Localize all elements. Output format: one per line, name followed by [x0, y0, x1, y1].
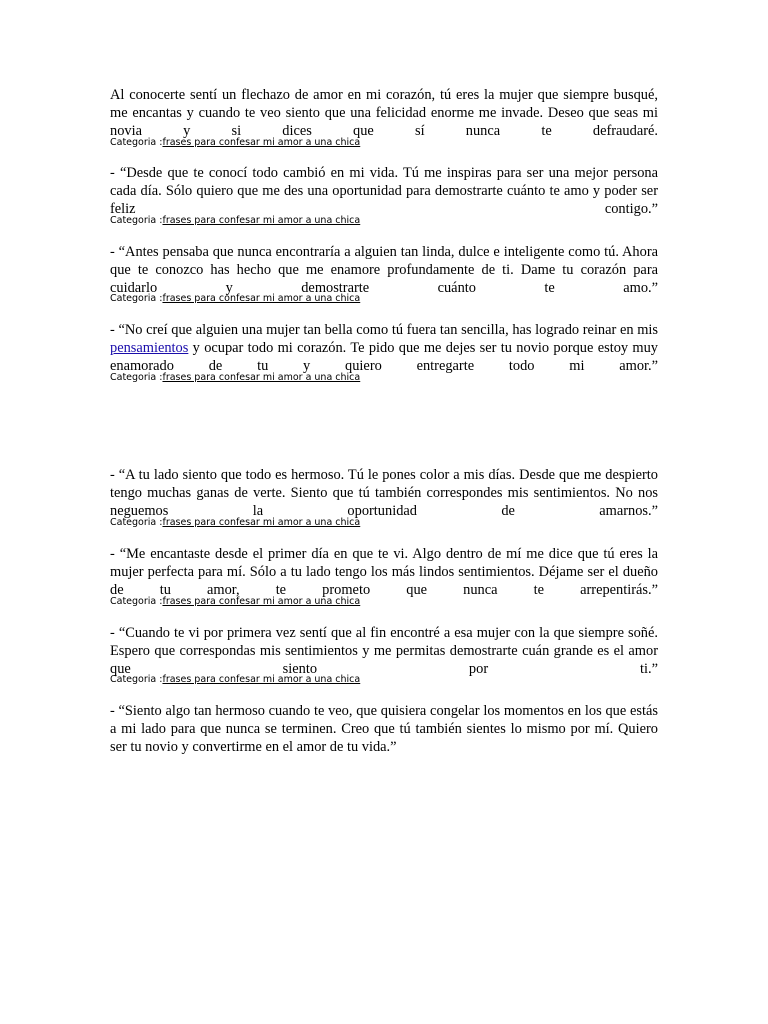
category-link[interactable]: frases para confesar mi amor a una chica — [162, 674, 361, 685]
category-line — [110, 137, 360, 149]
category-label: Categoria : — [110, 293, 163, 304]
paragraph-8: - “Siento algo tan hermoso cuando te veo, que quisiera congelar los momentos en los que estás a mi lado para que nunca se terminen. Creo que tú también sientes lo mismo por mí. Quiero ser tu novio y convertirme en el amor de tu vida.” — [110, 703, 658, 755]
paragraph-1: Al conocerte sentí un flechazo de amor en mi corazón, tú eres la mujer que siempre busqué, me encantas y cuando te veo siento que una felicidad enorme me invade. Deseo que seas mi novia y si dices que sí nunca te defraudaré. — [110, 87, 658, 139]
paragraph-4 — [110, 321, 658, 375]
category-link[interactable]: frases para confesar mi amor a una chica — [162, 215, 361, 226]
category-line — [110, 517, 360, 529]
category-label: Categoria : — [110, 517, 163, 528]
category-line — [110, 596, 360, 608]
category-link[interactable]: frases para confesar mi amor a una chica — [162, 293, 361, 304]
category-link[interactable]: frases para confesar mi amor a una chica — [162, 372, 361, 383]
category-line — [110, 674, 360, 686]
category-label: Categoria : — [110, 372, 163, 383]
category-label: Categoria : — [110, 674, 163, 685]
pensamientos-link[interactable]: pensamientos — [110, 340, 189, 356]
paragraph-2: - “Desde que te conocí todo cambió en mi vida. Tú me inspiras para ser una mejor persona cada día. Sólo quiero que me des una oportunidad para demostrarte cuánto te amo y poder ser feliz contigo.” — [110, 165, 658, 217]
category-link[interactable]: frases para confesar mi amor a una chica — [162, 596, 361, 607]
paragraph-7: - “Cuando te vi por primera vez sentí que al fin encontré a esa mujer con la que siempre soñé. Espero que correspondas mis sentimientos y me permitas demostrarte cuán grande es el amor que siento por ti.” — [110, 625, 658, 677]
category-label: Categoria : — [110, 215, 163, 226]
paragraph-6: - “Me encantaste desde el primer día en que te vi. Algo dentro de mí me dice que tú eres la mujer perfecta para mí. Sólo a tu lado tengo los más lindos sentimientos. Déjame ser el dueño de tu amor, te prometo que nunca te arrepentirás.” — [110, 546, 658, 598]
category-line — [110, 215, 360, 227]
paragraph-4-text-a: - “No creí que alguien una mujer tan bella como tú fuera tan sencilla, has logrado reinar en mis — [110, 322, 658, 338]
paragraph-3: - “Antes pensaba que nunca encontraría a alguien tan linda, dulce e inteligente como tú. Ahora que te conozco has hecho que me enamore profundamente de ti. Dame tu corazón para cuidarlo y demostrarte cuánto te amo.” — [110, 244, 658, 296]
category-line — [110, 372, 360, 384]
category-line — [110, 293, 360, 305]
paragraph-5: - “A tu lado siento que todo es hermoso. Tú le pones color a mis días. Desde que me despierto tengo muchas ganas de verte. Siento que tú también correspondes mis sentimientos. No nos neguemos la oportunidad de amarnos.” — [110, 467, 658, 519]
paragraph-4-text-b: y ocupar todo mi corazón. Te pido que me dejes ser tu novio porque estoy muy enamorado de tu y quiero entregarte todo mi amor.” — [110, 340, 658, 374]
category-label: Categoria : — [110, 137, 163, 148]
category-link[interactable]: frases para confesar mi amor a una chica — [162, 137, 361, 148]
category-label: Categoria : — [110, 596, 163, 607]
category-link[interactable]: frases para confesar mi amor a una chica — [162, 517, 361, 528]
